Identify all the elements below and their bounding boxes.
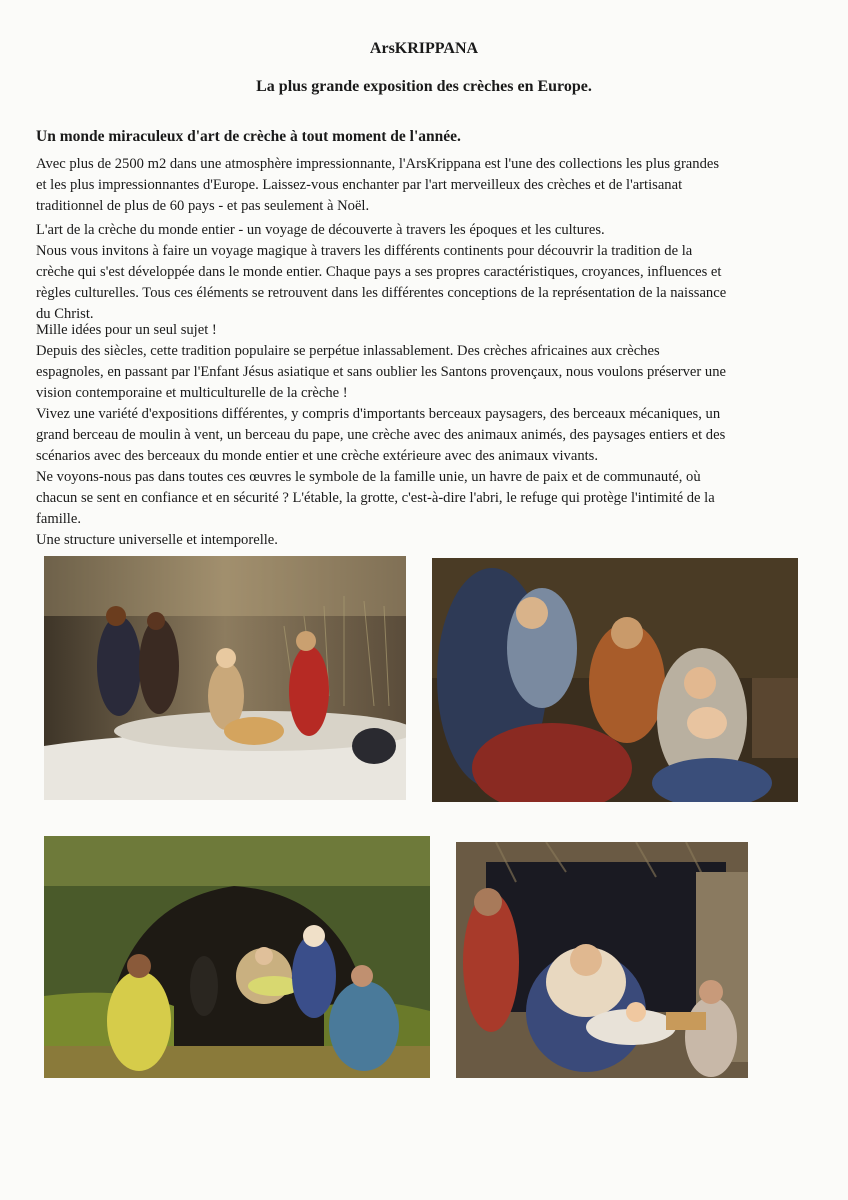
- nativity-photo-kings: [44, 556, 406, 800]
- nativity-photo-grotto: [44, 836, 430, 1078]
- text-line: L'art de la crèche du monde entier - un voyage de découverte à travers les époques et les cultures.: [36, 222, 605, 238]
- text-line: Une structure universelle et intemporelle.: [36, 532, 278, 548]
- text-line: traditionnel de plus de 60 pays - et pas seulement à Noël.: [36, 198, 370, 214]
- nativity-photo-mary-child: [456, 842, 748, 1078]
- text-line: et les plus impressionnantes d'Europe. Laissez-vous enchanter par l'art merveilleux des crèches et de l'artisanat: [36, 177, 683, 193]
- text-line: famille.: [36, 511, 81, 527]
- text-line: vision contemporaine et multiculturelle de la crèche !: [36, 385, 348, 401]
- section-heading: Un monde miraculeux d'art de crèche à tout moment de l'année.: [36, 128, 461, 145]
- paragraph-world-art: [36, 220, 808, 325]
- text-line: chacun se sent en confiance et en sécurité ? L'étable, la grotte, c'est-à-dire l'abri, le refuge qui protège l'intimité de la: [36, 490, 715, 506]
- text-line: du Christ.: [36, 306, 94, 322]
- page-subtitle: La plus grande exposition des crèches en Europe.: [256, 78, 592, 95]
- text-line: Depuis des siècles, cette tradition populaire se perpétue inlassablement. Des crèches africaines aux crèches: [36, 343, 660, 359]
- text-line: crèche qui s'est développée dans le monde entier. Chaque pays a ses propres caractéristiques, croyances, influences et: [36, 264, 722, 280]
- text-line: Avec plus de 2500 m2 dans une atmosphère impressionnante, l'ArsKrippana est l'une des collections les plus grandes: [36, 156, 720, 172]
- text-line: Ne voyons-nous pas dans toutes ces œuvres le symbole de la famille unie, un havre de paix et de communauté, où: [36, 469, 701, 485]
- page-title: ArsKRIPPANA: [369, 40, 479, 57]
- text-line: Mille idées pour un seul sujet !: [36, 322, 217, 338]
- nativity-photo-joseph-mary: [432, 558, 798, 802]
- text-line: scénarios avec des berceaux du monde entier et une crèche extérieure avec des animaux vivants.: [36, 448, 598, 464]
- text-line: Nous vous invitons à faire un voyage magique à travers les différents continents pour découvrir la tradition de la: [36, 243, 693, 259]
- text-line: Vivez une variété d'expositions différentes, y compris d'importants berceaux paysagers, des berceaux mécaniques, un: [36, 406, 721, 422]
- paragraph-ideas: [36, 320, 808, 551]
- text-line: règles culturelles. Tous ces éléments se retrouvent dans les différentes conceptions de la représentation de la naissance: [36, 285, 727, 301]
- paragraph-intro: [36, 154, 808, 217]
- text-line: grand berceau de moulin à vent, un berceau du pape, une crèche avec des animaux animés, des paysages entiers et des: [36, 427, 726, 443]
- text-line: espagnoles, en passant par l'Enfant Jésus asiatique et sans oublier les Santons provençaux, nous voulons préserver une: [36, 364, 726, 380]
